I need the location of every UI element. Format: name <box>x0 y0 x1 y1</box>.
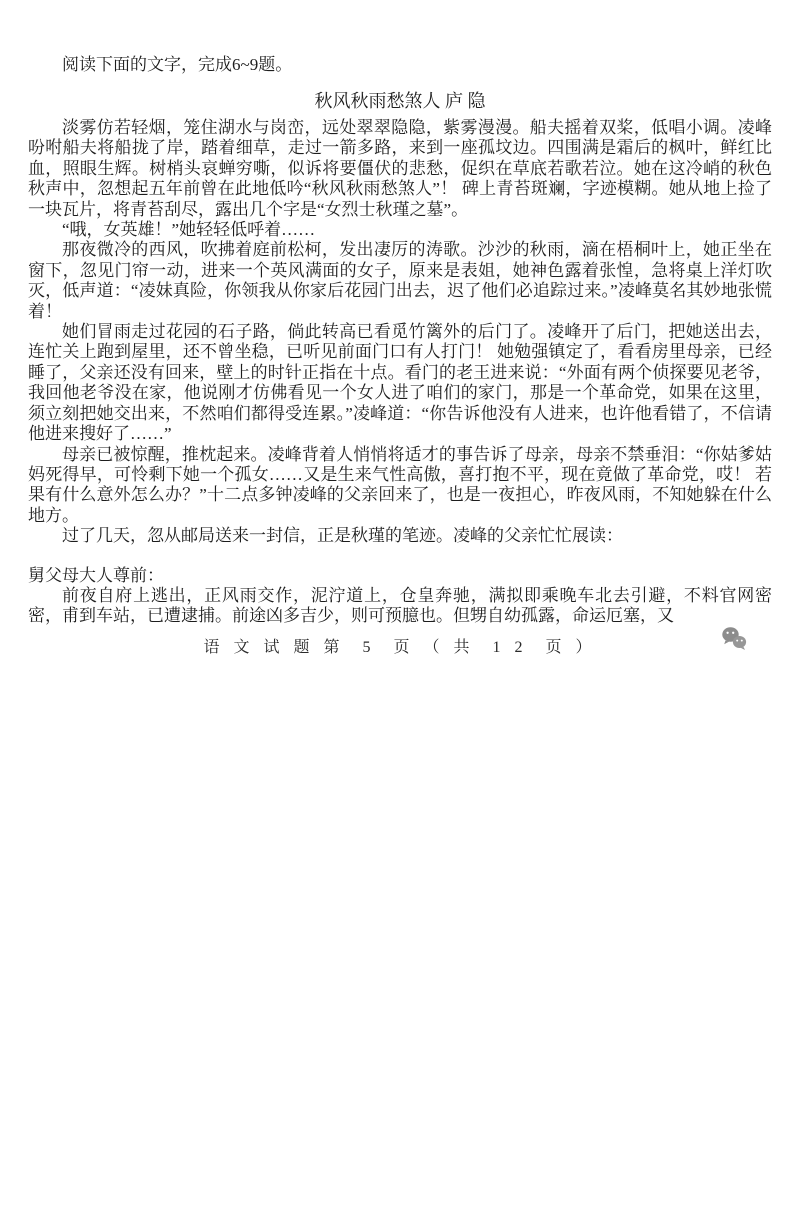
story-paragraph-4: 她们冒雨走过花园的石子路，倘此转高已看觅竹篱外的后门了。凌峰开了后门，把她送出去，连忙关上跑到屋里，还不曾坐稳，已听见前面门口有人打门！ 她勉强镇定了，看看房里母亲，已经睡了，父亲还没有回来，壁上的时针正指在十点。看门的老王进来说：“外面有两个侦探要见老爷，我回他老爷没在家，他说刚才仿佛看见一个女人进了咱们的家门，那是一个革命党，如果在这里，须立刻把她交出来，不然咱们都得受连累。”凌峰道：“你告诉他没有人进来，也许他看错了，不信请他进来搜好了……” <box>28 322 772 444</box>
story-paragraph-1: 淡雾仿若轻烟，笼住湖水与岗峦，远处翠翠隐隐，紫雾漫漫。船夫摇着双桨，低唱小调。凌峰吩咐船夫将船拢了岸，踏着细草，走过一箭多路，来到一座孤坟边。四围满是霜后的枫叶，鲜红比血，照眼生辉。树梢头哀蝉穷嘶，似诉将要僵伏的悲愁，促织在草底若歌若泣。她在这冷峭的秋色秋声中，忽想起五年前曾在此地低吟“秋风秋雨愁煞人”！ 碑上青苔斑斓，字迹模糊。她从地上捡了一块瓦片，将青苔刮尽，露出几个字是“女烈士秋瑾之墓”。 <box>28 118 772 219</box>
instruction-line: 阅读下面的文字，完成6~9题。 <box>62 55 293 74</box>
letter-salutation: 舅父母大人尊前： <box>28 565 164 585</box>
story-paragraph-5: 母亲已被惊醒，推枕起来。凌峰背着人悄悄将适才的事告诉了母亲，母亲不禁垂泪：“你姑爹姑妈死得早，可怜剩下她一个孤女……又是生来气性高傲，喜打抱不平，现在竟做了革命党，哎！ 若果有什么意外怎么办？”十二点多钟凌峰的父亲回来了，也是一夜担心，昨夜风雨，不知她躲在什么地方。 <box>28 444 772 525</box>
page-footer <box>28 634 772 657</box>
page-number-label: 语 文 试 题 第 5 页 （ 共 1 2 页 ） <box>203 638 597 656</box>
story-paragraph-6: 过了几天，忽从邮局送来一封信，正是秋瑾的笔迹。凌峰的父亲忙忙展读： <box>62 526 623 546</box>
article-title: 秋风秋雨愁煞人 庐 隐 <box>314 91 486 111</box>
story-paragraph-2: “哦，女英雄！”她轻轻低呼着…… <box>62 220 316 240</box>
exam-page <box>0 54 800 657</box>
letter-body: 前夜自府上逃出，正风雨交作，泥泞道上，仓皇奔驰，满拟即乘晚车北去引避，不料官网密密，甫到车站，已遭逮捕。前途凶多吉少，则可预臆也。但甥自幼孤露，命运厄塞，又 <box>28 585 772 626</box>
story-paragraph-3: 那夜微冷的西风，吹拂着庭前松柯，发出凄厉的涛歌。沙沙的秋雨，滴在梧桐叶上，她正坐在窗下，忽见门帘一动，进来一个英风满面的女子，原来是表姐，她神色露着张惶，急将桌上洋灯吹灭，低声道：“凌妹真险，你领我从你家后花园门出去，迟了他们必追踪过来。”凌峰莫名其妙地张慌着！ <box>28 240 772 321</box>
wechat-icon <box>720 626 748 652</box>
